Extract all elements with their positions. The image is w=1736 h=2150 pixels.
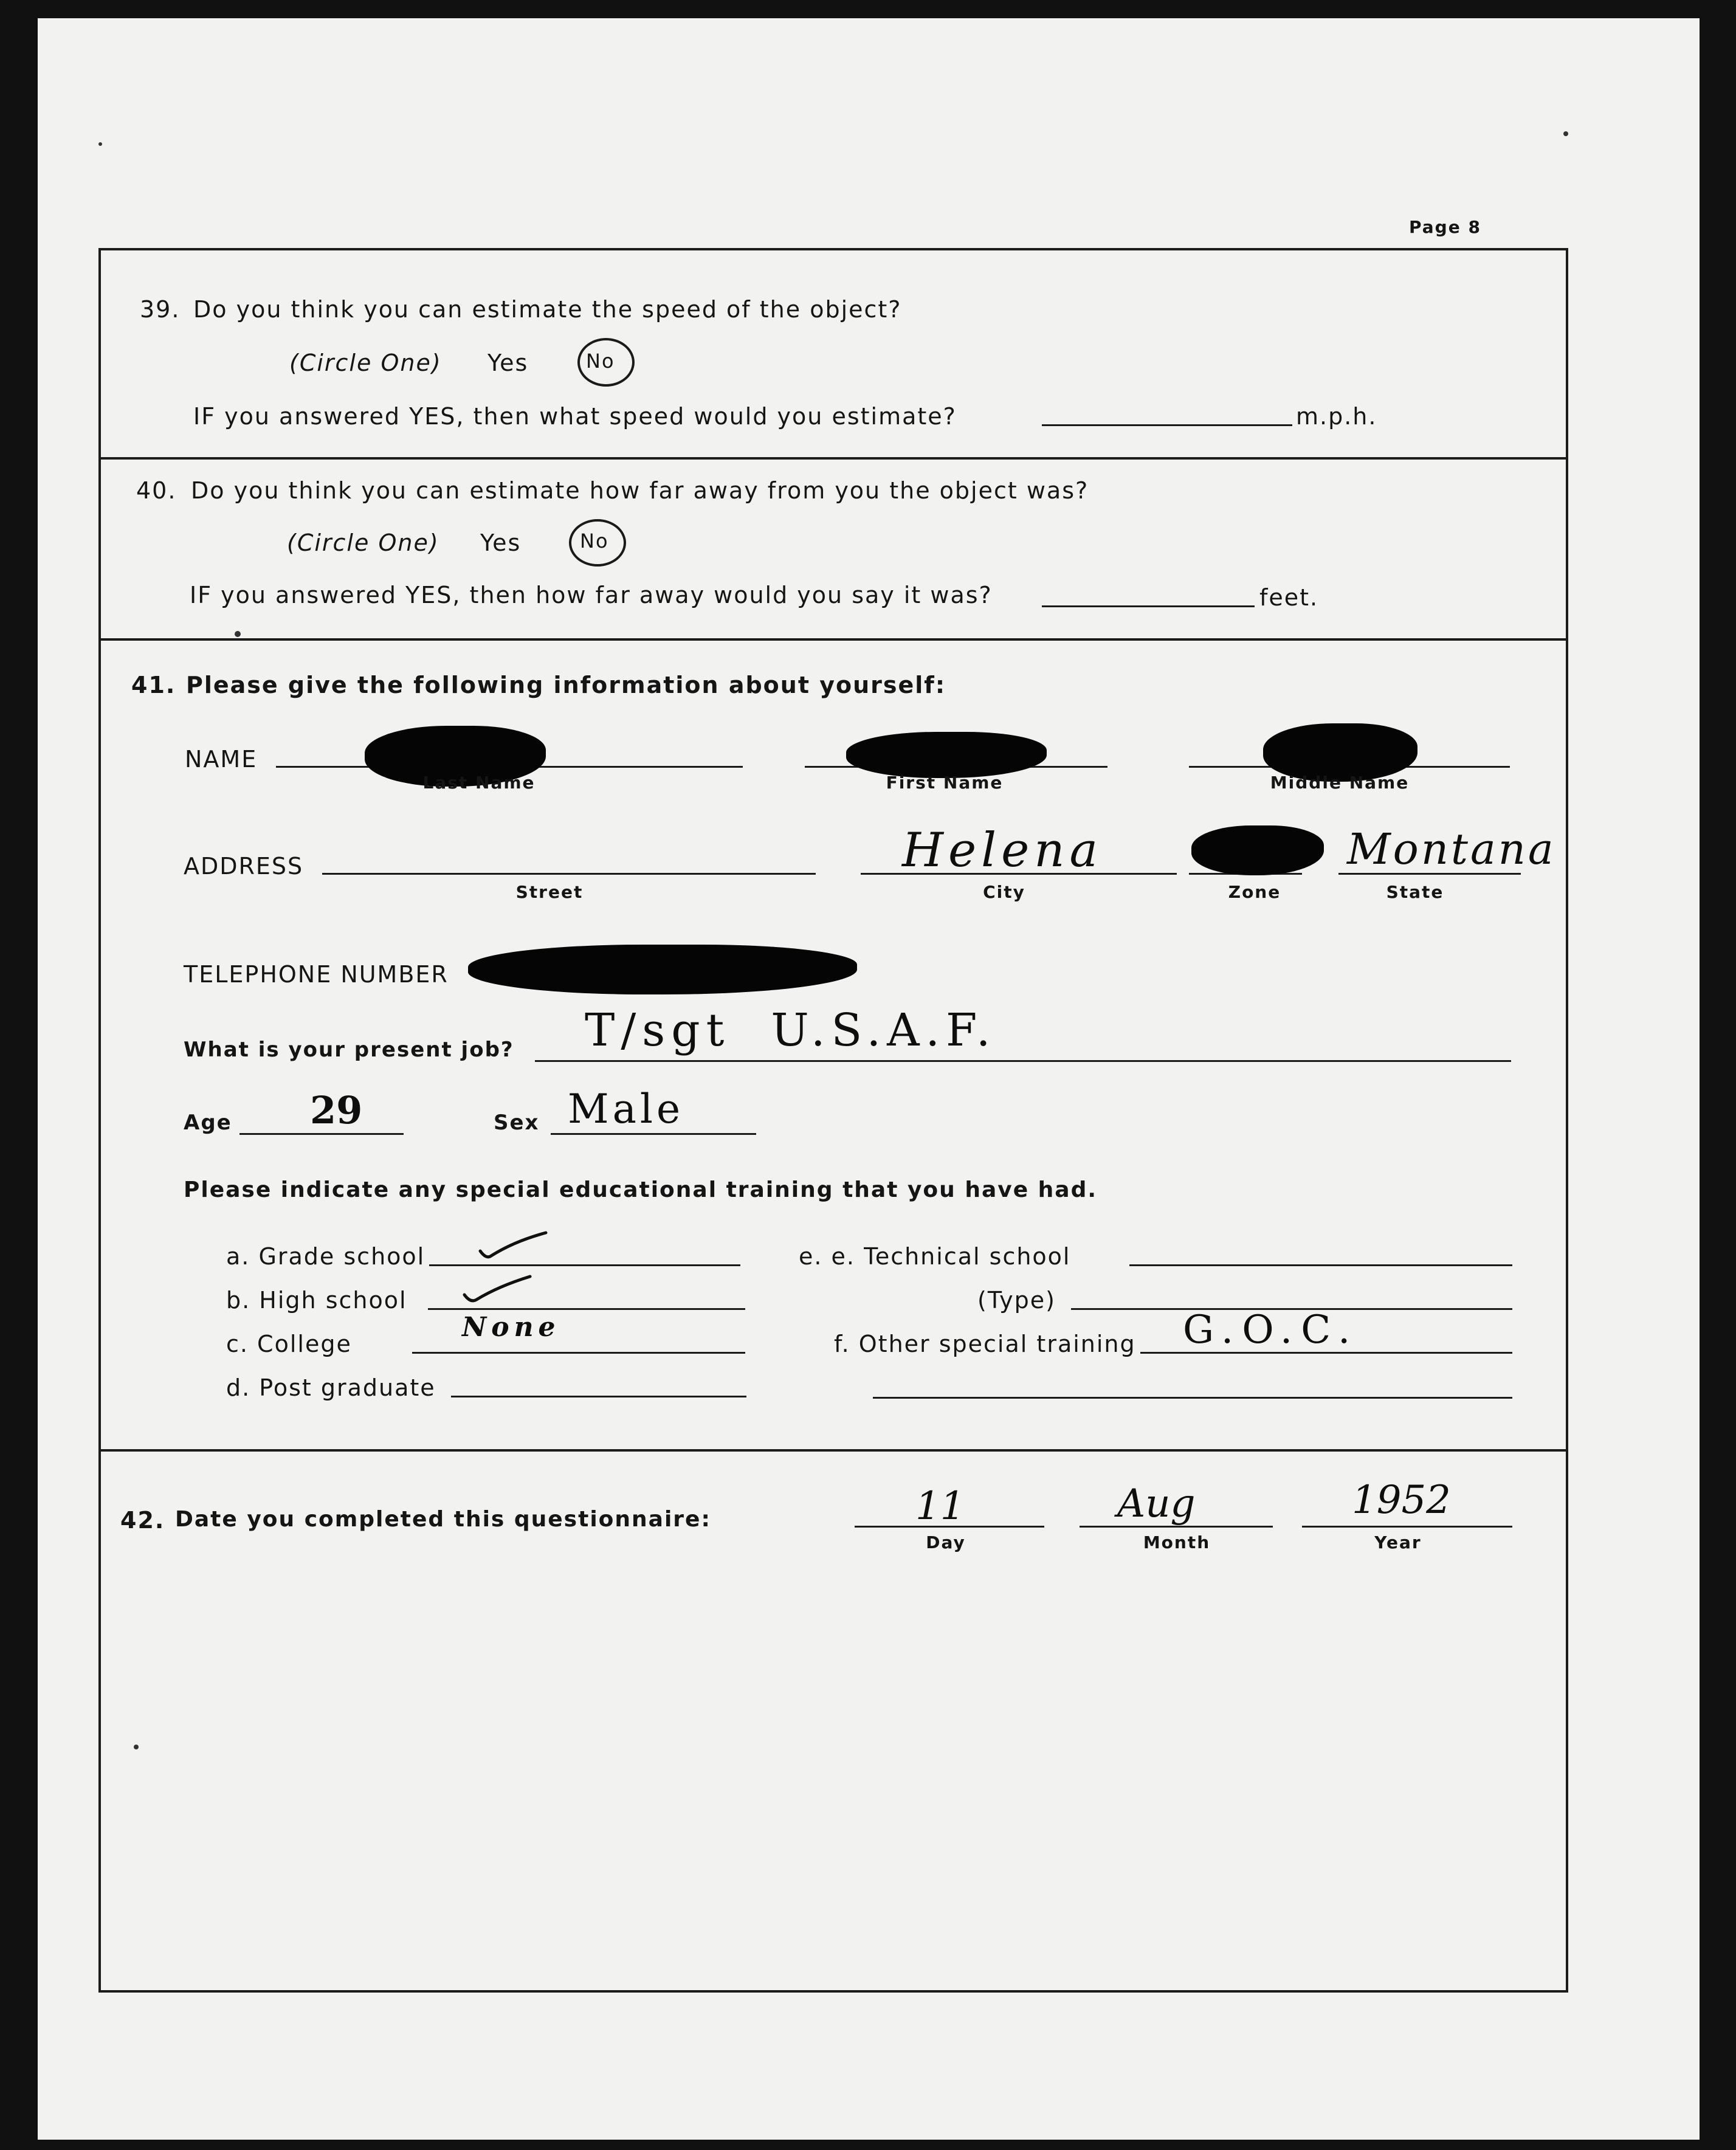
q39-unit: m.p.h. <box>1296 403 1377 430</box>
city-caption: City <box>983 882 1025 902</box>
q40-circle-one: (Circle One) <box>287 529 439 556</box>
q40-number: 40. <box>136 477 177 504</box>
page-number: Page 8 <box>1409 217 1481 237</box>
q41-number: 41. <box>131 672 176 698</box>
job-question: What is your present job? <box>184 1038 514 1062</box>
name-label: NAME <box>185 746 258 773</box>
q39-no-option[interactable]: No <box>586 350 615 373</box>
q39-circle-one: (Circle One) <box>289 350 442 376</box>
first-name-redaction <box>846 732 1047 778</box>
high-school-field[interactable] <box>428 1308 745 1310</box>
other-training-field-2[interactable] <box>873 1397 1512 1399</box>
divider-41-42 <box>101 1449 1566 1452</box>
month-caption: Month <box>1143 1532 1211 1552</box>
job-field[interactable] <box>535 1060 1511 1062</box>
post-graduate-label: d. Post graduate <box>226 1374 436 1401</box>
technical-school-field[interactable] <box>1129 1264 1512 1266</box>
state-caption: State <box>1386 882 1444 902</box>
age-field[interactable] <box>239 1133 404 1135</box>
state-value: Montana <box>1347 824 1556 874</box>
middle-name-caption: Middle Name <box>1270 773 1410 793</box>
city-value: Helena <box>902 823 1103 878</box>
form-page <box>38 18 1700 2140</box>
last-name-caption: Last Name <box>422 773 536 793</box>
divider-39-40 <box>101 457 1566 460</box>
address-label: ADDRESS <box>184 853 304 880</box>
other-training-label: f. Other special training <box>834 1331 1136 1357</box>
q40-followup: IF you answered YES, then how far away would you say it was? <box>190 582 993 608</box>
post-graduate-field[interactable] <box>451 1396 746 1397</box>
sex-label: Sex <box>494 1111 540 1135</box>
grade-school-field[interactable] <box>429 1264 740 1266</box>
scan-speck <box>134 1745 139 1749</box>
q39-no-circle-mark <box>577 338 635 387</box>
training-prompt: Please indicate any special educational training that you have had. <box>184 1177 1098 1202</box>
college-value: None <box>462 1312 560 1343</box>
college-label: c. College <box>226 1331 352 1357</box>
q42-question: Date you completed this questionnaire: <box>175 1507 711 1532</box>
technical-school-label: e. e. Technical school <box>799 1243 1071 1270</box>
zone-caption: Zone <box>1228 882 1281 902</box>
first-name-caption: First Name <box>886 773 1004 793</box>
day-value: 11 <box>915 1484 965 1529</box>
year-value: 1952 <box>1352 1478 1451 1523</box>
q40-distance-field[interactable] <box>1042 605 1255 607</box>
high-school-label: b. High school <box>226 1287 407 1314</box>
telephone-label: TELEPHONE NUMBER <box>184 961 449 988</box>
other-training-value: G.O.C. <box>1183 1308 1359 1352</box>
q39-number: 39. <box>140 296 181 323</box>
day-caption: Day <box>926 1532 966 1552</box>
divider-40-41 <box>101 638 1566 641</box>
q40-question: Do you think you can estimate how far away from you the object was? <box>191 477 1089 504</box>
q40-no-circle-mark <box>569 519 626 567</box>
street-field[interactable] <box>322 873 816 875</box>
sex-field[interactable] <box>551 1133 756 1135</box>
year-field[interactable] <box>1302 1526 1512 1528</box>
age-value: 29 <box>310 1088 363 1132</box>
high-school-check-mark <box>462 1272 535 1308</box>
month-value: Aug <box>1117 1481 1196 1526</box>
q41-intro: Please give the following information about yourself: <box>186 672 946 698</box>
age-label: Age <box>184 1111 232 1135</box>
scan-speck <box>235 631 241 637</box>
college-field[interactable] <box>412 1352 745 1354</box>
q39-followup: IF you answered YES, then what speed would you estimate? <box>193 403 957 430</box>
sex-value: Male <box>568 1086 684 1132</box>
grade-school-check-mark <box>478 1228 551 1264</box>
type-label: (Type) <box>977 1287 1056 1314</box>
q40-unit: feet. <box>1259 584 1319 611</box>
zone-redaction <box>1191 825 1324 875</box>
q40-yes-option[interactable]: Yes <box>480 529 522 556</box>
job-value: T/sgt U.S.A.F. <box>585 1004 997 1056</box>
q39-yes-option[interactable]: Yes <box>487 350 529 376</box>
grade-school-label: a. Grade school <box>226 1243 425 1270</box>
scan-speck <box>1563 131 1568 136</box>
year-caption: Year <box>1374 1532 1422 1552</box>
telephone-redaction <box>468 945 857 994</box>
scan-speck <box>98 142 102 146</box>
questionnaire-box <box>98 248 1568 1993</box>
q42-number: 42. <box>120 1507 165 1534</box>
q39-question: Do you think you can estimate the speed of the object? <box>193 296 902 323</box>
q39-speed-field[interactable] <box>1042 424 1292 426</box>
q40-no-option[interactable]: No <box>580 529 609 553</box>
street-caption: Street <box>515 882 584 902</box>
